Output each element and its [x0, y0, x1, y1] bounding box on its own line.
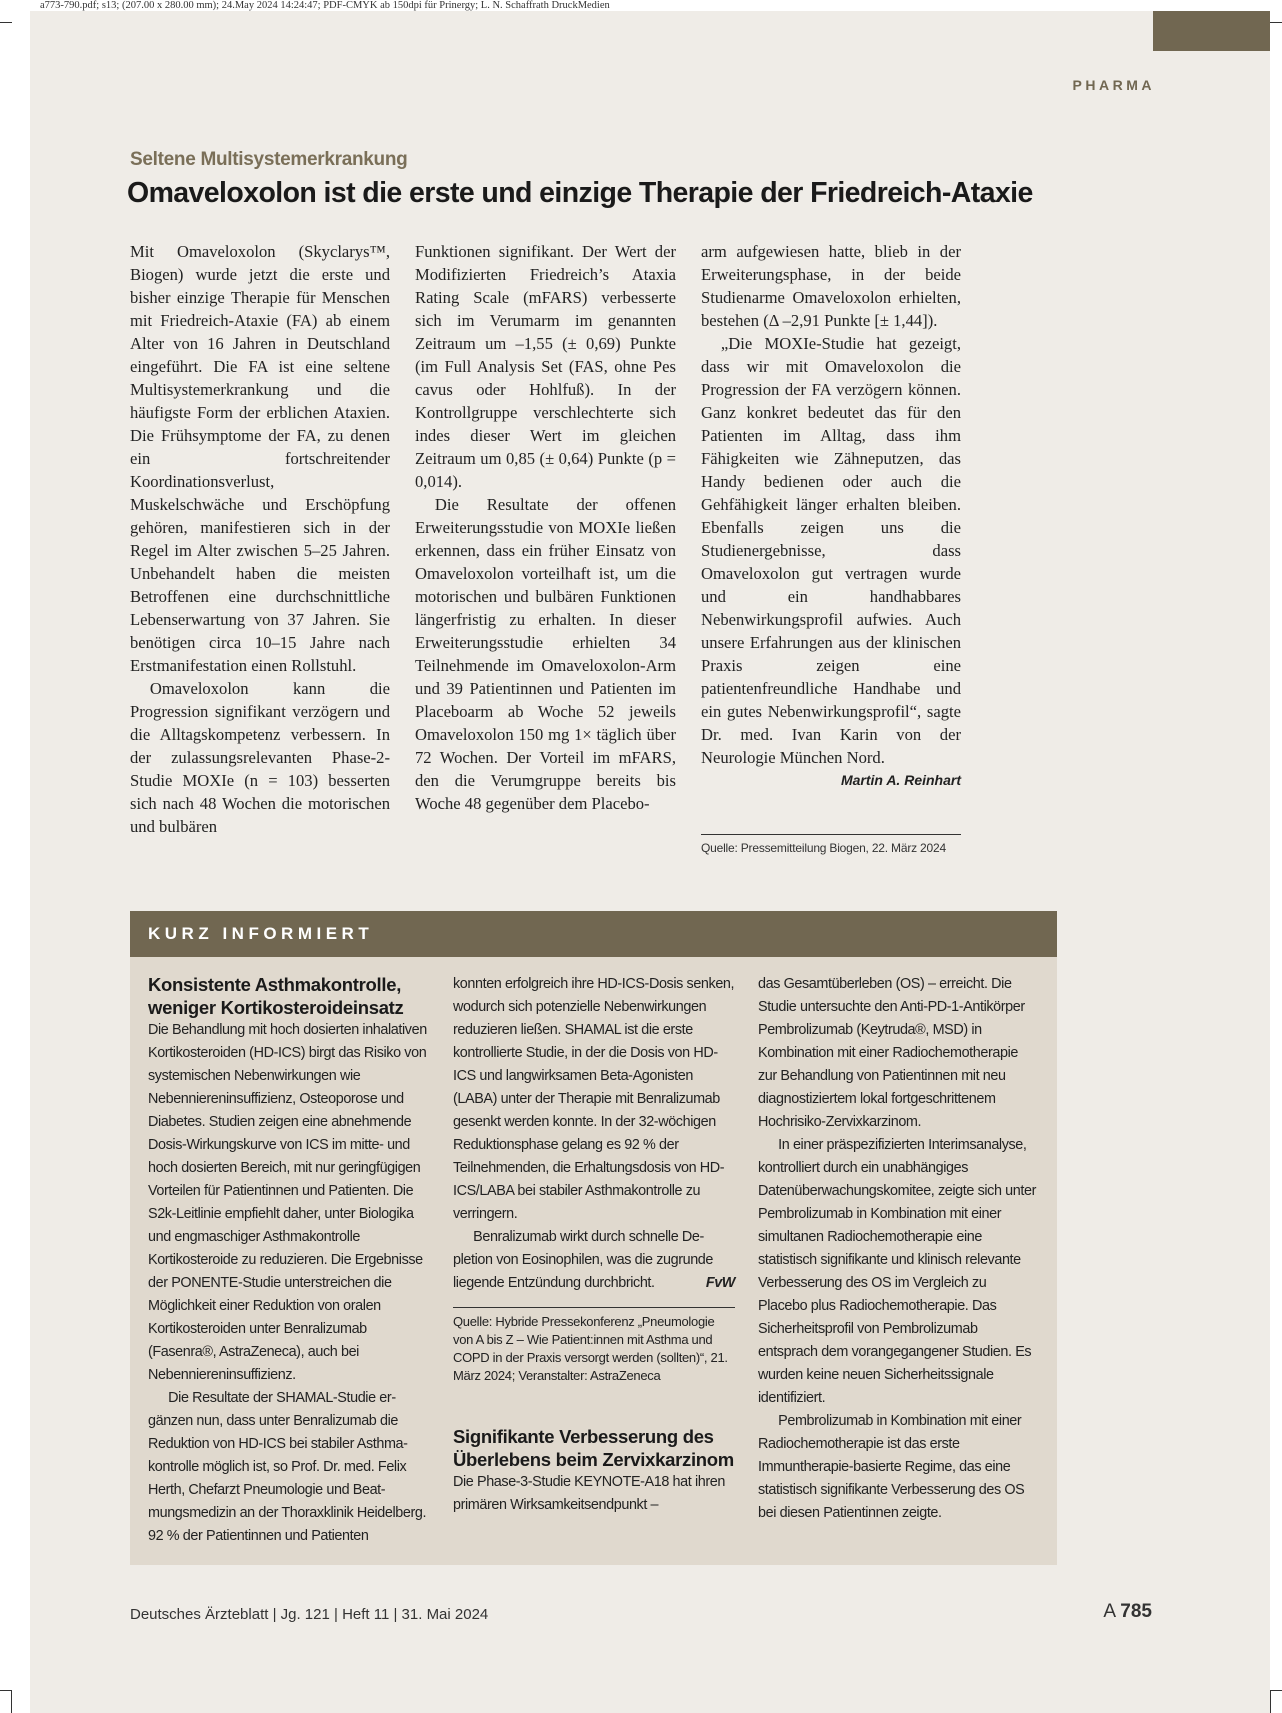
asthma-source: Quelle: Hybride Pressekonferenz „Pneumologie von A bis Z – Wie Patient:innen mit Asthma und COPD in der Praxis versorgt werden (sollten)“, 21. März 2024; Veranstalter: AstraZeneca: [453, 1307, 735, 1385]
crop-mark-top-right: [1270, 22, 1282, 23]
article-paragraph-text: „Die MOXIe-Studie hat gezeigt, dass wir mit Omaveloxolon die Progression der FA verzögern können. Ganz konkret bedeutet das für den Patienten im Alltag, dass ihm Fähigkeiten wie Zähneputzen, das Handy bedienen oder auch die Gehfähigkeit länger erhalten bleiben. Ebenfalls zeigen uns die Studienergebnisse, dass Omaveloxolon gut vertragen wurde und ein handhabbares Nebenwirkungsprofil aufwies. Auch unsere Erfahrungen aus der klinischen Praxis zeigen eine patientenfreundliche Handhabe und ein gutes Nebenwirkungsprofil“, sagte Dr. med. Ivan Karin von der Neurologie München Nord.: [701, 334, 961, 767]
asthma-paragraph: Die Resultate der SHAMAL-Studie ergänzen nun, dass unter Benralizumab die Reduktion von HD-ICS bei stabiler Asthmakontrolle möglich ist, so Prof. Dr. med. Felix Herth, Chefarzt Pneumologie und Beatmungsmedizin an der Thoraxklinik Heidelberg. 92 % der Patientinnen und Patienten: [148, 1390, 427, 1544]
asthma-author: FvW: [705, 1275, 735, 1291]
article-column-3: [701, 240, 961, 792]
article-paragraph: Omaveloxolon kann die Progression signifikant verzögern und die Alltagskompetenz verbessern. In der zulassungsrelevanten Phase-2-Studie MOXIe (n = 103) besserten sich nach 48 Wochen die motorischen und bulbären: [130, 679, 390, 836]
article-paragraph: arm aufgewiesen hatte, blieb in der Erweiterungsphase, in der beide Studienarme Omaveloxolon erhielten, bestehen (Δ –2,91 Punkte [± 1,44]).: [701, 242, 961, 330]
asthma-paragraph: konnten erfolgreich ihre HD-ICS-Dosis senken, wodurch sich potenzielle Nebenwirkungen reduzieren ließen. SHAMAL ist die erste kontrollierte Studie, in der die Dosis von HD-ICS und langwirksamen Beta-Agonisten (LABA) unter der Therapie mit Benralizumab gesenkt werden konnte. In der 32-wöchigen Reduktionsphase gelang es 92 % der Teilnehmenden, die Erhaltungsdosis von HD-ICS/LABA bei stabiler Asthmakontrolle zu verringern.: [453, 976, 735, 1222]
kurz-column-2: [453, 973, 735, 1517]
asthma-paragraph: Die Behandlung mit hoch dosierten inhalativen Kortikosteroiden (HD-ICS) birgt das Risiko von systemischen Nebenwirkungen wie Nebenniereninsuffizienz, Osteoporose und Diabetes. Studien zeigen eine abnehmende Dosis-Wirkungskurve von ICS im mitte- und hoch dosierten Bereich, mit nur geringfügigen Vorteilen für Patientinnen und Patienten. Die S2k-Leitlinie empfiehlt daher, unter Biologika und engmaschiger Asthmakontrolle Kortikosteroide zu reduzieren. Die Ergebnisse der PONENTE-Studie unterstreichen die Möglichkeit einer Reduktion von oralen Kortikosteroiden unter Benralizumab (Fasenra®, AstraZeneca), auch bei Nebenniereninsuffizienz.: [148, 1022, 427, 1383]
cervix-paragraph: Pembrolizumab in Kombination mit einer Radiochemotherapie ist das erste Immuntherapie-basierte Regime, das eine statistisch signifikante Verbesserung des OS bei diesen Patientinnen zeigte.: [758, 1413, 1025, 1521]
crop-mark-left-bottom: [11, 1690, 12, 1713]
asthma-heading: Konsistente Asthmakontrolle, weniger Kortikosteroideinsatz: [148, 974, 404, 1018]
kurz-informiert-header: [130, 911, 1057, 957]
article-paragraph: Die Resultate der offenen Erweiterungsstudie von MOXIe ließen erkennen, dass ein früher Einsatz von Omaveloxolon vorteilhaft ist, um die motorischen und bulbären Funktionen längerfristig zu erhalten. In dieser Erweiterungsstudie erhielten 34 Teilnehmende im Omaveloxolon-Arm und 39 Patientinnen und Patienten im Placeboarm ab Woche 52 jeweils Omaveloxolon 150 mg 1× täglich über 72 Wochen. Der Vorteil im mFARS, den die Verumgruppe bereits bis Woche 48 gegenüber dem Placebo-: [415, 495, 676, 813]
print-slug-line: a773-790.pdf; s13; (207.00 x 280.00 mm); 24.May 2024 14:24:47; PDF-CMYK ab 150dpi für Prinergy; L. N. Schaffrath DruckMedien: [40, 0, 610, 11]
article-column-1: [130, 240, 390, 838]
article-kicker: Seltene Multisystemerkrankung: [130, 149, 408, 170]
cervix-paragraph: In einer präspezifizierten Interimsanalyse, kontrolliert durch ein unabhängiges Datenüberwachungskomitee, zeigte sich unter Pembrolizumab in Kombination mit einer simultanen Radiochemotherapie eine statistisch signifikante und klinisch relevante Verbesserung des OS im Vergleich zu Placebo plus Radiochemotherapie. Das Sicherheitsprofil von Pembrolizumab entsprach dem vorangegangener Studien. Es wurden keine neuen Sicherheitssignale identifiziert.: [758, 1137, 1036, 1406]
crop-mark-right-bottom: [1270, 1690, 1271, 1713]
article-headline: Omaveloxolon ist die erste und einzige Therapie der Friedreich-Ataxie: [127, 177, 1033, 209]
kurz-informiert-label: KURZ INFORMIERT: [148, 924, 374, 943]
crop-mark-bottom-left: [0, 1690, 11, 1691]
article-paragraph: Mit Omaveloxolon (Skyclarys™, Biogen) wurde jetzt die erste und bisher einzige Therapie für Menschen mit Friedreich-Ataxie (FA) ab einem Alter von 16 Jahren in Deutschland eingeführt. Die FA ist eine seltene Multisystemerkrankung und die häufigste Form der erblichen Ataxien. Die Frühsymptome der FA, zu denen ein fortschreitender Koordinationsverlust, Muskelschwäche und Erschöpfung gehören, manifestieren sich in der Regel im Alter zwischen 5–25 Jahren. Unbehandelt haben die meisten Betroffenen eine durchschnittliche Lebenserwartung von 37 Jahren. Sie benötigen circa 10–15 Jahre nach Erstmanifestation einen Rollstuhl.: [130, 242, 390, 675]
kurz-column-1: [148, 973, 428, 1548]
footer-journal-info: Deutsches Ärzteblatt | Jg. 121 | Heft 11 | 31. Mai 2024: [130, 1606, 489, 1623]
article-paragraph: [701, 332, 961, 788]
kurz-column-3: [758, 973, 1038, 1525]
asthma-paragraph-text: Benralizumab wirkt durch schnelle Depletion von Eosinophilen, was die zugrunde liegende Entzündung durchbricht.: [453, 1229, 714, 1291]
page-prefix: A: [1103, 1601, 1116, 1622]
crop-mark-top-left: [0, 22, 12, 23]
crop-mark-bottom-right: [1271, 1690, 1282, 1691]
section-label: PHARMA: [1072, 77, 1155, 93]
page-number: 785: [1120, 1601, 1152, 1622]
cervix-heading: Signifikante Verbesserung des Überlebens beim Zervixkarzinom: [453, 1426, 734, 1470]
article-column-2: [415, 240, 676, 815]
article-paragraph: Funktionen signifikant. Der Wert der Modifizierten Friedreich’s Ataxia Rating Scale (mFARS) verbesserte sich im Verumarm im genannten Zeitraum um –1,55 (± 0,69) Punkte (im Full Analysis Set (FAS, ohne Pes cavus oder Hohlfuß). In der Kontrollgruppe verschlechterte sich indes dieser Wert im gleichen Zeitraum um 0,85 (± 0,64) Punkte (p = 0,014).: [415, 242, 676, 491]
corner-color-bar: [1153, 11, 1270, 51]
article-author: Martin A. Reinhart: [840, 772, 961, 788]
cervix-paragraph: Die Phase-3-Studie KEYNOTE-A18 hat ihren primären Wirksamkeitsendpunkt –: [453, 1474, 725, 1513]
footer-page-number: [1103, 1601, 1152, 1623]
cervix-paragraph: das Gesamtüberleben (OS) – erreicht. Die Studie untersuchte den Anti-PD-1-Antikörper Pembrolizumab (Keytruda®, MSD) in Kombination mit einer Radiochemotherapie zur Behandlung von Patientinnen mit neu diagnostiziertem lokal fortgeschrittenem Hochrisiko-Zervixkarzinom.: [758, 976, 1025, 1130]
asthma-paragraph: [453, 1226, 735, 1295]
article-source: Quelle: Pressemitteilung Biogen, 22. März 2024: [701, 834, 961, 855]
